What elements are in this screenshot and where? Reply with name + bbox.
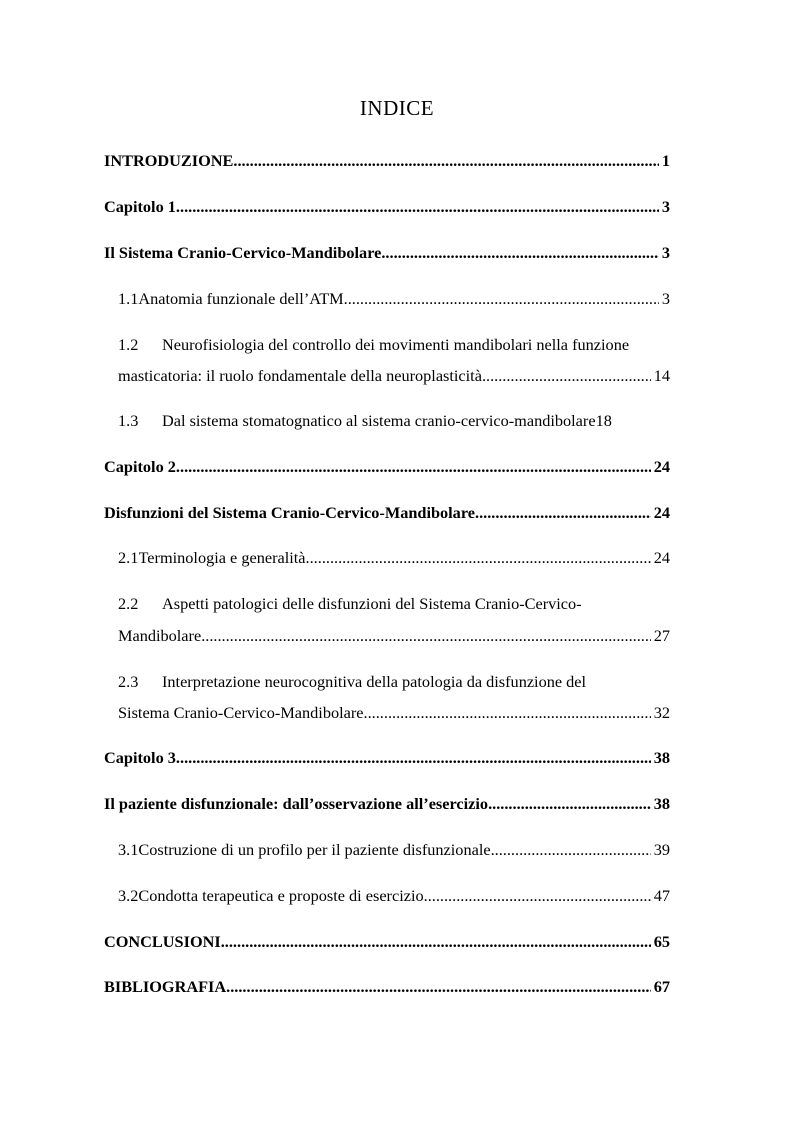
toc-entry-label: Capitolo 3 ..... <box>104 748 651 768</box>
toc-entry-label: Il Sistema Cranio-Cervico-Mandibolare ..... <box>104 243 659 263</box>
toc-section-number: 3.1 <box>118 840 139 859</box>
toc-section-number: 1.1 <box>118 289 139 308</box>
toc-page-number: 67 <box>653 977 670 996</box>
toc-entry-3-1[interactable] <box>104 840 670 860</box>
toc-page-number: 3 <box>661 243 670 262</box>
toc-page-number: 38 <box>653 794 670 813</box>
toc-page-number: 65 <box>653 932 670 951</box>
toc-page-number: 1 <box>661 151 670 170</box>
toc-entry-capitolo-2-title[interactable] <box>104 503 670 523</box>
toc-page-number: 24 <box>653 548 670 567</box>
toc-entry-label: Dal sistema stomatognatico al sistema cranio-cervico-mandibolare <box>162 411 596 430</box>
toc-entry-label: Condotta terapeutica e proposte di esercizio ..... <box>138 886 650 906</box>
toc-entry-1-1[interactable] <box>104 289 670 309</box>
toc-entry-label: CONCLUSIONI ..... <box>104 932 651 952</box>
toc-page-number: 3 <box>661 289 670 308</box>
toc-entry-1-2-continuation[interactable] <box>104 366 670 386</box>
toc-section-number: 2.3 <box>118 672 139 691</box>
toc-page-number: 14 <box>653 366 670 385</box>
toc-entry-conclusioni[interactable] <box>104 932 670 952</box>
toc-section-number: 2.2 <box>118 594 139 613</box>
toc-section-number: 1.2 <box>118 335 139 354</box>
toc-entry-label: Capitolo 2 ..... <box>104 457 651 477</box>
toc-entry-3-2[interactable] <box>104 886 670 906</box>
toc-entry-label-line1: Interpretazione neurocognitiva della patologia da disfunzione del <box>162 672 587 691</box>
toc-entry-label: Anatomia funzionale dell’ATM ..... <box>138 289 659 309</box>
toc-entry-label: Il paziente disfunzionale: dall’osservazione all’esercizio ..... <box>104 794 651 814</box>
toc-entry-capitolo-1-title[interactable] <box>104 243 670 263</box>
toc-entry-2-2[interactable] <box>104 594 670 614</box>
toc-entry-label-line1: Aspetti patologici delle disfunzioni del Sistema Cranio-Cervico- <box>162 594 582 613</box>
toc-entry-bibliografia[interactable] <box>104 977 670 997</box>
toc-page-number: 38 <box>653 748 670 767</box>
toc-page-number: 39 <box>653 840 670 859</box>
toc-entry-1-3[interactable] <box>104 411 683 431</box>
toc-entry-2-1[interactable] <box>104 548 670 568</box>
toc-section-number: 2.1 <box>118 548 139 567</box>
toc-entry-label: INTRODUZIONE ..... <box>104 151 659 171</box>
toc-section-number: 3.2 <box>118 886 139 905</box>
toc-entry-label: Capitolo 1 ..... <box>104 197 659 217</box>
toc-entry-capitolo-2[interactable] <box>104 457 670 477</box>
page-title: INDICE <box>359 96 435 120</box>
toc-entry-label-line2: Sistema Cranio-Cervico-Mandibolare ..... <box>118 703 651 723</box>
toc-entry-label: Terminologia e generalità ..... <box>139 548 651 568</box>
toc-page-number: 32 <box>653 703 670 722</box>
toc-entry-capitolo-1[interactable] <box>104 197 670 217</box>
toc-entry-capitolo-3-title[interactable] <box>104 794 670 814</box>
toc-page-number: 24 <box>653 457 670 476</box>
toc-entry-label-line1: Neurofisiologia del controllo dei movimenti mandibolari nella funzione <box>162 335 630 354</box>
toc-page-number: 18 <box>595 411 612 430</box>
toc-entry-2-2-continuation[interactable] <box>104 626 670 646</box>
toc-page-number: 47 <box>653 886 670 905</box>
toc-page-number: 3 <box>661 197 670 216</box>
toc-entry-capitolo-3[interactable] <box>104 748 670 768</box>
toc-section-number: 1.3 <box>118 411 139 430</box>
toc-entry-label-line2: masticatoria: il ruolo fondamentale della neuroplasticità ..... <box>118 366 651 386</box>
toc-entry-label: BIBLIOGRAFIA ..... <box>104 977 651 997</box>
toc-entry-label-line2: Mandibolare ..... <box>118 626 651 646</box>
toc-entry-2-3-continuation[interactable] <box>104 703 670 723</box>
toc-page-number: 24 <box>653 503 670 522</box>
toc-page-number: 27 <box>653 626 670 645</box>
toc-entry-label: Disfunzioni del Sistema Cranio-Cervico-Mandibolare ..... <box>104 503 651 523</box>
toc-entry-introduzione[interactable] <box>104 151 670 171</box>
toc-entry-1-2[interactable] <box>104 335 698 355</box>
toc-entry-2-3[interactable] <box>104 672 670 692</box>
toc-entry-label: Costruzione di un profilo per il paziente disfunzionale ..... <box>138 840 650 860</box>
